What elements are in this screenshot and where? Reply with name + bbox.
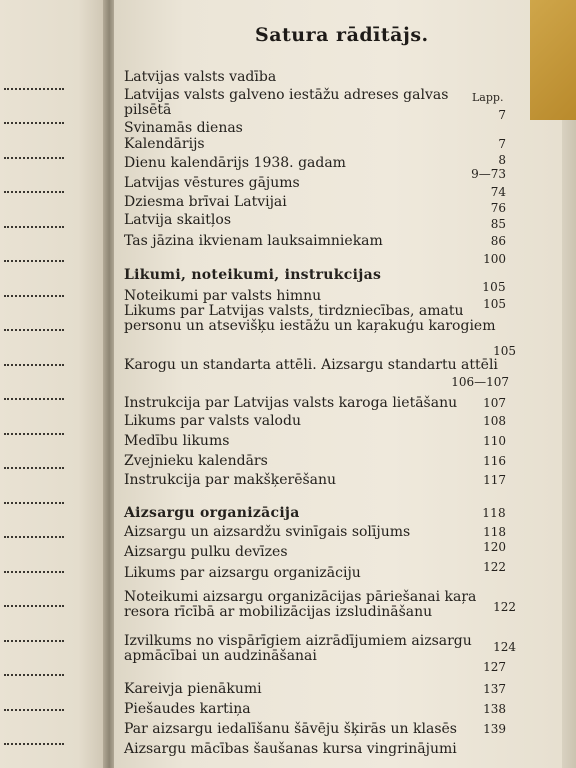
toc-entry-text: Zvejnieku kalendārs	[124, 453, 268, 469]
toc-entry-text: Par aizsargu iedalīšanu šāvēju šķirās un klasēs	[124, 721, 457, 737]
toc-entry-text: Instrukcija par Latvijas valsts karoga lietāšanu	[124, 395, 458, 411]
toc-entry-page: 9—73	[471, 167, 506, 181]
toc-entry	[124, 194, 506, 215]
toc-entry	[124, 525, 506, 540]
toc-entry-page: 137	[483, 682, 506, 696]
toc-entry-page: 105	[482, 280, 506, 294]
toc-entry-page: 107	[483, 396, 506, 410]
toc-entry-text: Likums par valsts valodu	[124, 413, 301, 429]
toc-entry-page: 100	[483, 252, 506, 266]
toc-entry	[124, 540, 506, 560]
toc-entry-text: Aizsargu organizācija	[124, 505, 300, 521]
toc-entry	[124, 473, 506, 488]
toc-entry	[124, 212, 506, 231]
toc-entry-page: 122	[483, 560, 506, 574]
toc-entry-page: 124	[493, 640, 516, 654]
toc-entry	[124, 88, 464, 118]
toc-entry	[124, 175, 506, 199]
toc-entry-text: Latvijas valsts vadība	[124, 69, 277, 85]
toc-entry-text: Piešaudes kartiņa	[124, 701, 251, 717]
toc-entry	[124, 414, 506, 429]
toc-entry-text: Tas jāzina ikvienam lauksaimniekam	[124, 233, 383, 249]
toc-entry	[124, 357, 509, 389]
toc-section-heading	[124, 506, 506, 521]
toc-entry-text: Noteikumi aizsargu organizācijas pāriešanai kaŗa resora rīcībā ar mobilizācijas izsludināšanu	[124, 589, 477, 620]
toc-entry	[124, 633, 516, 664]
toc-entry-page: 118	[482, 506, 506, 520]
toc-entry	[124, 589, 516, 620]
toc-entry-text: Dienu kalendārijs 1938. gadam	[124, 155, 346, 171]
toc-entry	[124, 560, 506, 581]
toc-entry-text: Likums par Latvijas valsts, tirdzniecības, amatu personu un atsevišķu iestāžu un kaŗakuģu karogiem	[124, 303, 496, 334]
page-title: Satura rādītājs.	[255, 24, 429, 46]
toc-entry-page: 108	[483, 414, 506, 428]
toc-entry-text: Medību likums	[124, 433, 230, 449]
toc-entry-text: Instrukcija par makšķerēšanu	[124, 472, 337, 488]
toc-entry-page: 139	[483, 722, 506, 736]
toc-entry-page: 122	[493, 600, 516, 614]
toc-entry-page: 120	[483, 540, 506, 554]
toc-entry-page: 8	[498, 153, 506, 167]
toc-entry	[124, 303, 516, 358]
toc-entry-page: 7	[498, 137, 506, 151]
toc-section-heading	[124, 267, 506, 294]
toc-entry-page: 7	[498, 108, 506, 122]
toc-entry-text: Karogu un standarta attēli. Aizsargu standartu attēli	[124, 357, 498, 373]
toc-entry-page: 86	[490, 234, 506, 248]
toc-entry-page: 116	[483, 454, 506, 468]
toc-entry-text: Latvijas valsts galveno iestāžu adreses galvas pilsētā	[124, 87, 449, 118]
toc-entry-page: 117	[483, 473, 506, 487]
toc-entry-page: 74	[490, 185, 506, 199]
toc-entry-text: Latvija skaitļos	[124, 212, 232, 228]
toc-entry	[124, 742, 506, 757]
toc-entry-text: Likums par aizsargu organizāciju	[124, 565, 361, 581]
toc-entry-page: 118	[483, 525, 506, 539]
toc-entry	[124, 288, 506, 311]
toc-entry-page: 110	[483, 434, 506, 448]
toc-entry-page: 138	[483, 702, 506, 716]
page-column-label: Lapp.	[472, 91, 504, 104]
toc-entry-page: 76	[490, 201, 506, 215]
toc-entry-text: Svinamās dienas	[124, 120, 243, 136]
toc-entry-text: Latvijas vēstures gājums	[124, 175, 300, 191]
toc-entry	[124, 396, 506, 411]
toc-entry	[124, 434, 506, 449]
toc-entry-page: 85	[490, 217, 506, 231]
toc-entry-text: Kalendārijs	[124, 136, 205, 152]
toc-entry-page: 127	[483, 660, 506, 674]
toc-entry-page: 106—107	[451, 375, 509, 389]
toc-entry-text: Izvilkums no vispārīgiem aizrādījumiem aizsargu apmācībai un audzināšanai	[124, 633, 472, 664]
toc-entry	[124, 234, 506, 249]
toc-entry	[124, 682, 506, 697]
toc-entry-text: Aizsargu mācības šaušanas kursa vingrinājumi	[124, 741, 457, 757]
toc-entry	[124, 155, 506, 181]
toc-entry-text: Aizsargu pulku devīzes	[124, 544, 288, 560]
toc-entry-text: Likumi, noteikumi, instrukcijas	[124, 267, 382, 283]
toc-entry	[124, 702, 506, 717]
toc-entry-text: Dziesma brīvai Latvijai	[124, 194, 287, 210]
toc-entry	[124, 722, 506, 737]
toc-entry-page: 105	[483, 297, 506, 311]
toc-entry-text: Noteikumi par valsts himnu	[124, 288, 322, 304]
toc-entry-text: Aizsargu un aizsardžu svinīgais solījums	[124, 524, 411, 540]
toc-entry-text: Kareivja pienākumi	[124, 681, 262, 697]
toc-entry-page: 105	[493, 344, 516, 358]
toc-entry	[124, 454, 506, 469]
